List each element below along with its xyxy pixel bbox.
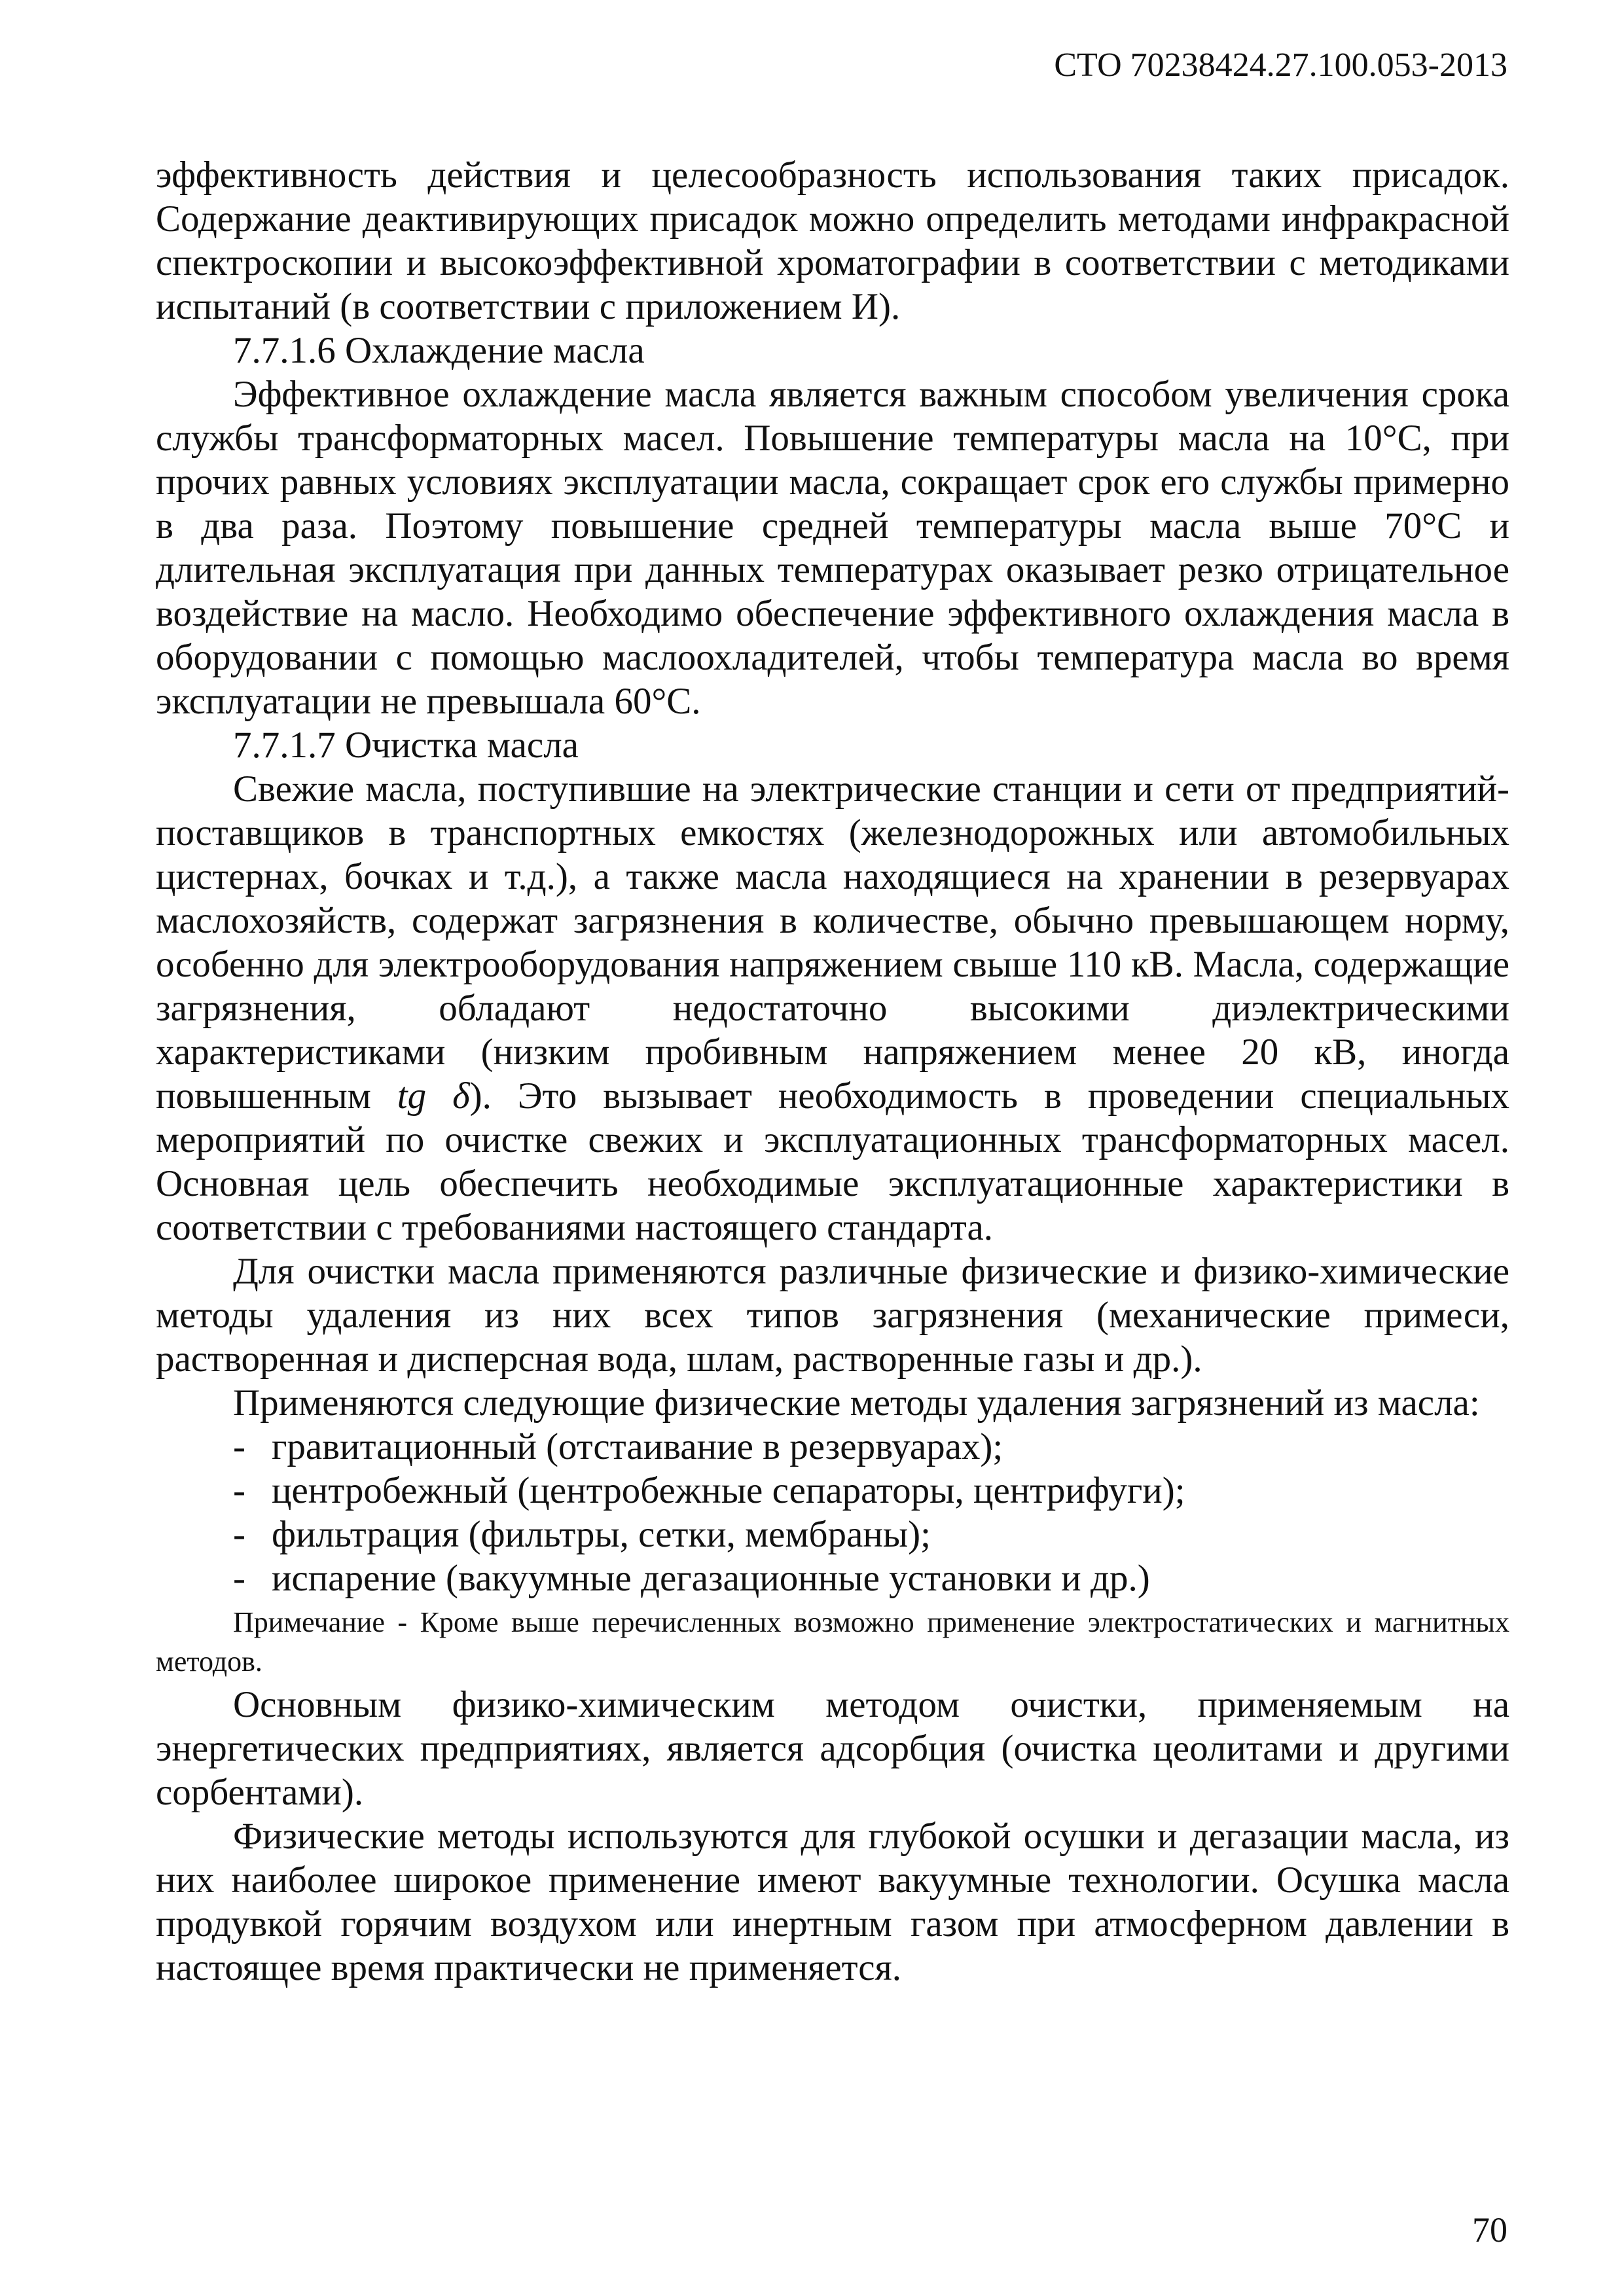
list-item bbox=[156, 1425, 1509, 1469]
list-item-text: испарение (вакуумные дегазационные установки и др.) bbox=[272, 1558, 1150, 1599]
list-marker: - bbox=[233, 1470, 245, 1511]
paragraph-fresh-oils-part1: Свежие масла, поступившие на электрические станции и сети от предприятий-поставщиков в транспортных емкостях (железнодорожных или автомобильных цистернах, бочках и т.д.), а также масла находящиеся на хранении в резервуарах маслохозяйств, содержат загрязнения в количестве, обычно превышающем норму, особенно для электрооборудования напряжением свыше 110 кВ. Масла, содержащие загрязнения, обладают недостаточно высокими диэлектрическими характеристиками (низким пробивным напряжением менее 20 кВ, иногда повышенным bbox=[156, 768, 1509, 1117]
list-item bbox=[156, 1513, 1509, 1556]
tg-delta-term: tg δ bbox=[397, 1075, 470, 1117]
paragraph-vacuum-technologies: Физические методы используются для глубокой осушки и дегазации масла, из них наиболее широкое применение имеют вакуумные технологии. Осушка масла продувкой горячим воздухом или инертным газом при атмосферном давлении в настоящее время практически не применяется. bbox=[156, 1816, 1509, 1988]
list-item-text: центробежный (центробежные сепараторы, центрифуги); bbox=[272, 1470, 1185, 1511]
section-heading-oil-cooling: 7.7.1.6 Охлаждение масла bbox=[233, 330, 645, 371]
paragraph-fresh-oils-part2: ). Это вызывает необходимость в проведении специальных мероприятий по очистке свежих и эксплуатационных трансформаторных масел. Основная цель обеспечить необходимые эксплуатационные характеристики в соответствии с требованиями настоящего стандарта. bbox=[156, 1075, 1509, 1248]
paragraph-fresh-oils bbox=[156, 767, 1509, 1249]
physical-methods-list bbox=[156, 1425, 1509, 1600]
document-code-header: СТО 70238424.27.100.053-2013 bbox=[1054, 46, 1507, 84]
note: Примечание - Кроме выше перечисленных возможно применение электростатических и магнитных методов. bbox=[156, 1606, 1509, 1677]
paragraph-adsorption: Основным физико-химическим методом очистки, применяемым на энергетических предприятиях, является адсорбция (очистка цеолитами и другими сорбентами). bbox=[156, 1684, 1509, 1813]
list-marker: - bbox=[233, 1558, 245, 1599]
paragraph-additives-continued: эффективность действия и целесообразность использования таких присадок. Содержание деактивирующих присадок можно определить методами инфракрасной спектроскопии и высокоэффективной хроматографии в соответствии с методиками испытаний (в соответствии с приложением И). bbox=[156, 154, 1509, 327]
list-item bbox=[156, 1469, 1509, 1513]
section-heading-oil-cleaning: 7.7.1.7 Очистка масла bbox=[233, 725, 579, 766]
list-marker: - bbox=[233, 1514, 245, 1555]
page-number: 70 bbox=[1472, 2210, 1507, 2250]
paragraph-oil-cooling: Эффективное охлаждение масла является важным способом увеличения срока службы трансформаторных масел. Повышение температуры масла на 10°С, при прочих равных условиях эксплуатации масла, сокращает срок его службы примерно в два раза. Поэтому повышение средней температуры масла выше 70°С и длительная эксплуатация при данных температурах оказывает резко отрицательное воздействие на масло. Необходимо обеспечение эффективного охлаждения масла в оборудовании с помощью маслоохладителей, чтобы температура масла во время эксплуатации не превышала 60°С. bbox=[156, 374, 1509, 722]
paragraph-physical-methods-intro: Применяются следующие физические методы удаления загрязнений из масла: bbox=[233, 1382, 1480, 1424]
list-marker: - bbox=[233, 1426, 245, 1467]
list-item-text: гравитационный (отстаивание в резервуарах); bbox=[272, 1426, 1003, 1467]
paragraph-cleaning-methods: Для очистки масла применяются различные физические и физико-химические методы удаления из них всех типов загрязнения (механические примеси, растворенная и дисперсная вода, шлам, растворенные газы и др.). bbox=[156, 1251, 1509, 1380]
list-item-text: фильтрация (фильтры, сетки, мембраны); bbox=[272, 1514, 931, 1555]
list-item bbox=[156, 1556, 1509, 1600]
page-content bbox=[156, 153, 1509, 1990]
